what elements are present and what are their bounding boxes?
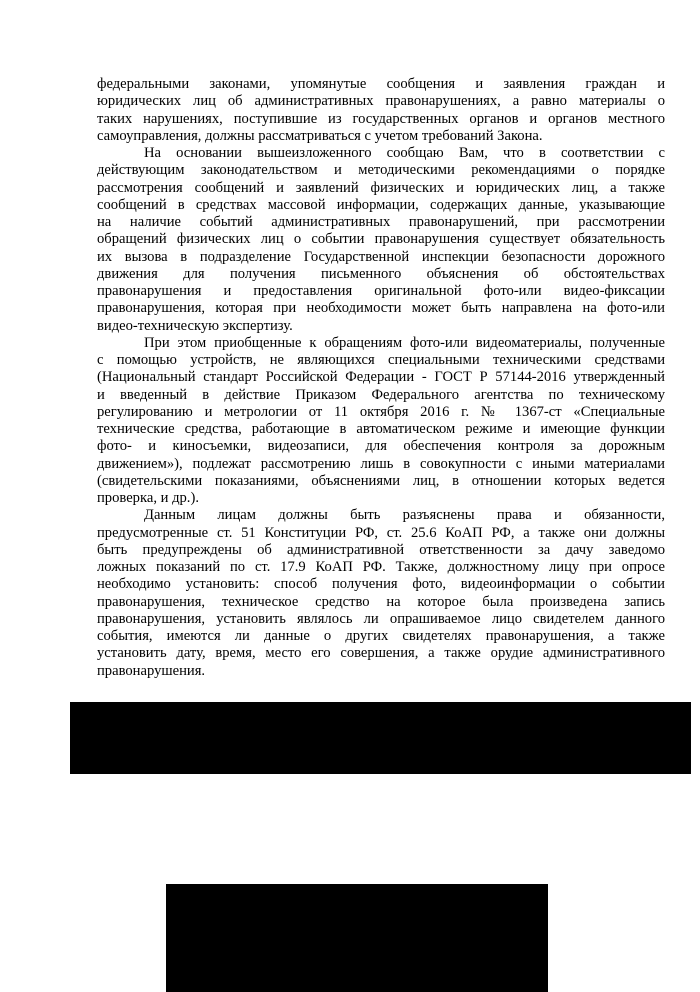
text-line: фото- и киносъемки, видеозаписи, для обеспечения контроля за дорожным	[97, 438, 665, 455]
text-line: движением»), подлежат рассмотрению лишь в совокупности с иными материалами	[97, 455, 665, 472]
text-line: При этом приобщенные к обращениям фото-или видеоматериалы, полученные	[144, 334, 665, 351]
redacted-block-signature	[70, 702, 691, 774]
text-line: правонарушения, установить являлось ли опрашиваемое лицо свидетелем данного	[97, 610, 665, 627]
text-line: установить дату, время, место его совершения, а также орудие административного	[97, 645, 665, 662]
text-line: правонарушения и предоставления оригинальной фото-или видео-фиксации	[97, 283, 665, 299]
text-line: технические средства, работающие в автоматическом режиме и имеющие функции	[97, 421, 665, 437]
document-body	[97, 76, 665, 680]
text-line: необходимо установить: способ получения фото, видеоинформации о событии	[97, 576, 665, 593]
text-line: видео-техническую экспертизу.	[97, 317, 293, 334]
text-line: движения для получения письменного объяснения об обстоятельствах	[97, 265, 665, 282]
text-line: правонарушения.	[97, 662, 206, 679]
text-line: действующим законодательством и методическими рекомендациями о порядке	[97, 162, 665, 179]
text-line: события, имеются ли данные о других свидетелях правонарушения, а также	[97, 628, 665, 644]
text-line: проверка, и др.).	[97, 490, 199, 506]
redacted-block-footer	[166, 884, 548, 992]
text-line: Данным лицам должны быть разъяснены права и обязанности,	[144, 507, 665, 524]
text-line: На основании вышеизложенного сообщаю Вам, что в соответствии с	[144, 145, 665, 161]
text-line: рассмотрения сообщений и заявлений физических и юридических лиц, а также	[97, 179, 665, 196]
text-line: регулированию и метрологии от 11 октября 2016 г. № 1367-ст «Специальные	[97, 403, 665, 420]
text-line: обращений физических лиц о событии правонарушения существует обязательность	[97, 231, 665, 248]
text-line: сообщений в средствах массовой информации, содержащих данные, указывающие	[97, 196, 665, 213]
text-line: правонарушения, которая при необходимости может быть направлена на фото-или	[97, 300, 665, 317]
text-line: таких нарушениях, поступившие из государственных органов и органов местного	[97, 110, 665, 127]
text-line: на наличие событий административных правонарушений, при рассмотрении	[97, 214, 665, 230]
paragraph	[97, 507, 665, 680]
paragraph	[97, 335, 665, 508]
text-line: их вызова в подразделение Государственной инспекции безопасности дорожного	[97, 248, 665, 265]
paragraph	[97, 76, 665, 145]
paragraph	[97, 145, 665, 335]
text-line: ложных показаний по ст. 17.9 КоАП РФ. Также, должностному лицу при опросе	[97, 559, 665, 575]
text-line: и введенный в действие Приказом Федерального агентства по техническому	[97, 386, 665, 403]
text-line: самоуправления, должны рассматриваться с учетом требований Закона.	[97, 127, 543, 144]
text-line: (Национальный стандарт Российской Федерации - ГОСТ Р 57144-2016 утвержденный	[97, 369, 665, 386]
text-line: юридических лиц об административных правонарушениях, а равно материалы о	[97, 93, 665, 110]
text-line: федеральными законами, упомянутые сообщения и заявления граждан и	[97, 76, 665, 92]
text-line: (свидетельскими показаниями, объяснениями лиц, в отношении которых ведется	[97, 472, 665, 489]
text-line: предусмотренные ст. 51 Конституции РФ, ст. 25.6 КоАП РФ, а также они должны	[97, 524, 665, 541]
text-line: правонарушения, техническое средство на которое была произведена запись	[97, 593, 665, 610]
text-line: с помощью устройств, не являющихся специальными техническими средствами	[97, 352, 665, 368]
text-line: быть предупреждены об административной ответственности за дачу заведомо	[97, 541, 665, 558]
